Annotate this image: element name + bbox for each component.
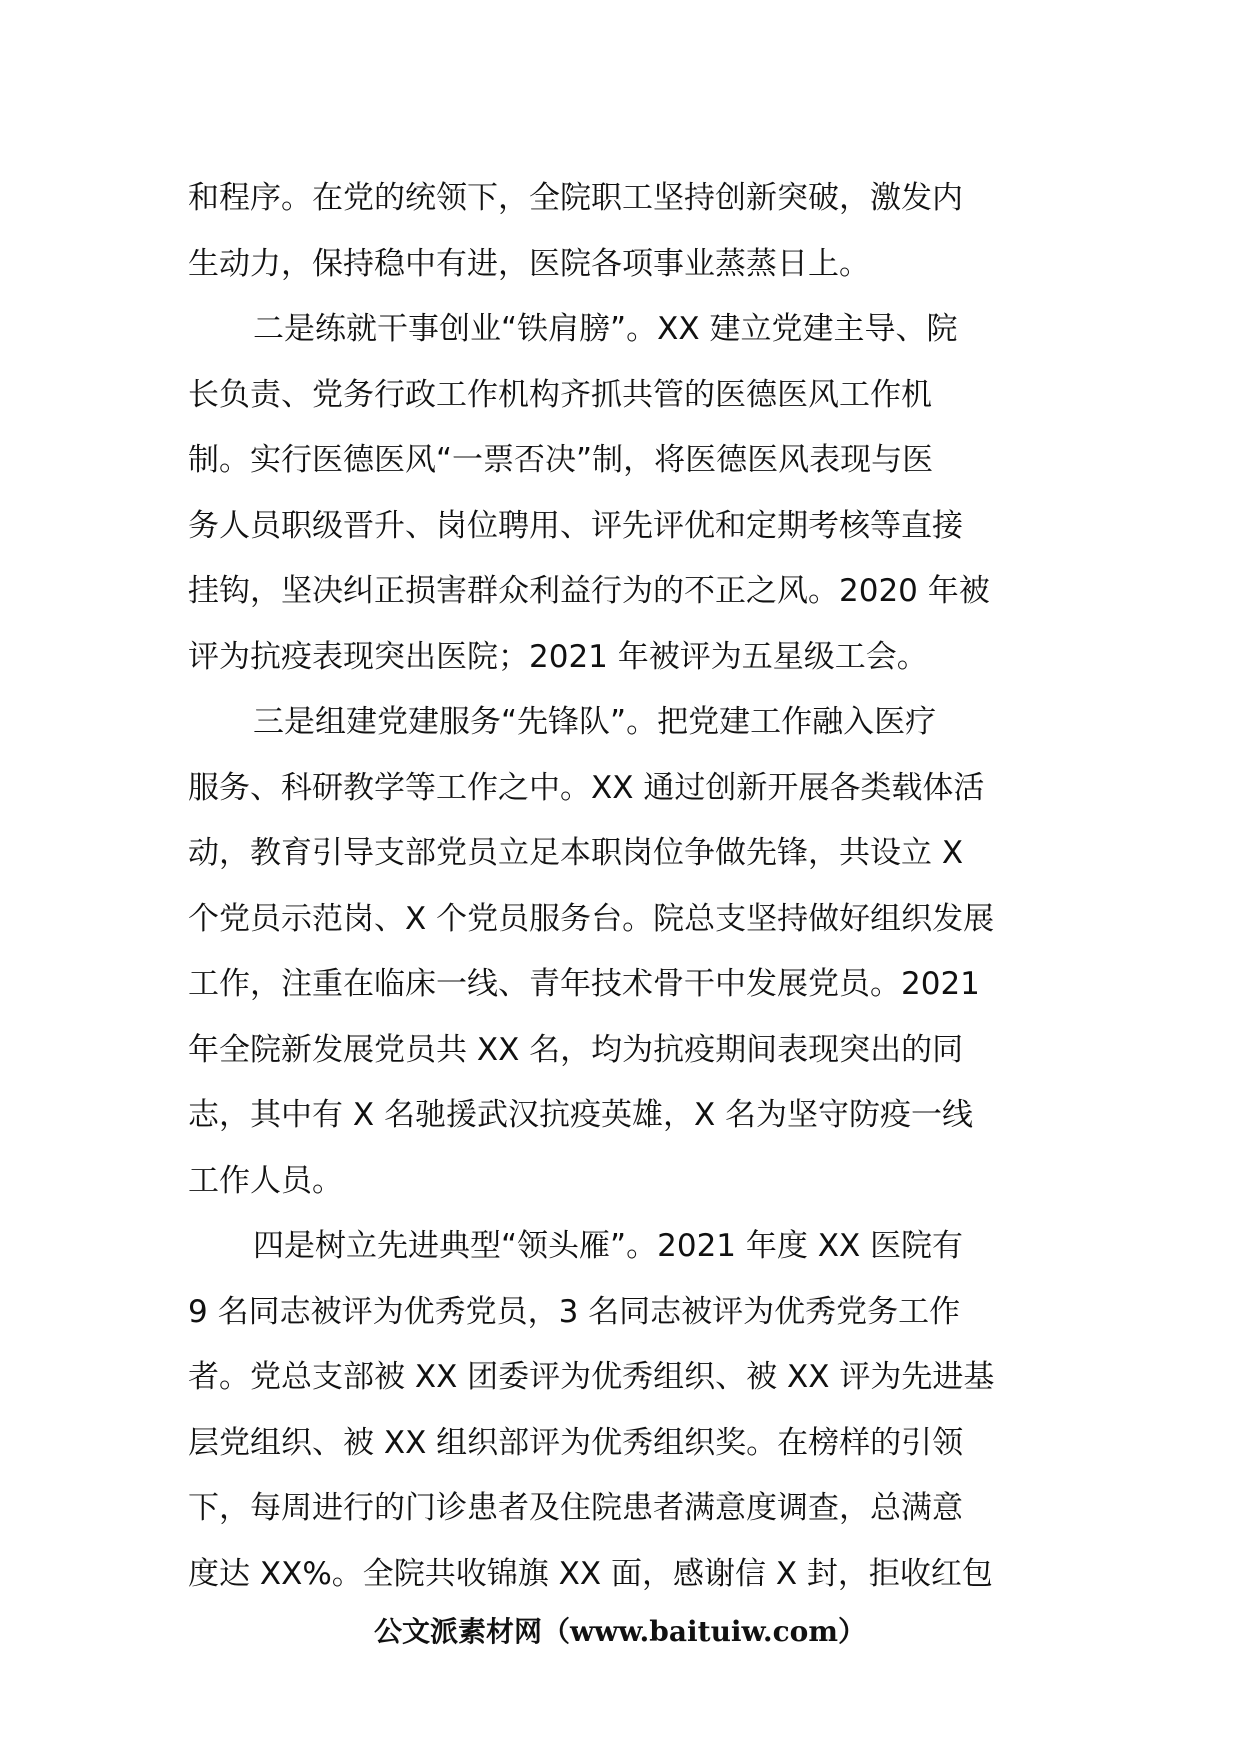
text-line: 者。党总支部被 XX 团委评为优秀组织、被 XX 评为先进基 xyxy=(188,1359,995,1395)
text-line: 挂钩，坚决纠正损害群众利益行为的不正之风。2020 年被 xyxy=(188,573,990,609)
text-line: 年全院新发展党员共 XX 名，均为抗疫期间表现突出的同 xyxy=(188,1031,964,1068)
text-line: 制。实行医德医风“一票否决”制，将医德医风表现与医 xyxy=(188,442,934,478)
text-line: 长负责、党务行政工作机构齐抓共管的医德医风工作机 xyxy=(188,376,932,413)
text-line: 下，每周进行的门诊患者及住院患者满意度调查，总满意 xyxy=(188,1490,963,1526)
text-line: 志，其中有 X 名驰援武汉抗疫英雄，X 名为坚守防疫一线 xyxy=(188,1097,974,1133)
paragraph-start-line: 三是组建党建服务“先锋队”。把党建工作融入医疗 xyxy=(253,704,937,740)
text-line: 服务、科研教学等工作之中。XX 通过创新开展各类载体活 xyxy=(188,769,985,806)
text-line: 评为抗疫表现突出医院；2021 年被评为五星级工会。 xyxy=(188,638,928,675)
text-line: 工作，注重在临床一线、青年技术骨干中发展党员。2021 xyxy=(188,966,980,1002)
text-line: 9 名同志被评为优秀党员，3 名同志被评为优秀党务工作 xyxy=(188,1293,961,1330)
text-line: 层党组织、被 XX 组织部评为优秀组织奖。在榜样的引领 xyxy=(188,1424,964,1461)
paragraph-start-line: 四是树立先进典型“领头雁”。2021 年度 XX 医院有 xyxy=(253,1228,964,1264)
text-line: 务人员职级晋升、岗位聘用、评先评优和定期考核等直接 xyxy=(188,507,963,544)
paragraph-start-line: 二是练就干事创业“铁肩膀”。XX 建立党建主导、院 xyxy=(253,311,958,347)
body-text xyxy=(188,166,1056,1607)
text-line: 和程序。在党的统领下，全院职工坚持创新突破，激发内 xyxy=(188,180,963,216)
text-line: 度达 XX%。全院共收锦旗 XX 面，感谢信 X 封，拒收红包 xyxy=(188,1555,993,1592)
footer-watermark: 公文派素材网（www.baituiw.com） xyxy=(374,1615,866,1648)
text-line: 生动力，保持稳中有进，医院各项事业蒸蒸日上。 xyxy=(188,245,870,282)
text-line: 个党员示范岗、X 个党员服务台。院总支坚持做好组织发展 xyxy=(188,900,995,937)
text-line: 动，教育引导支部党员立足本职岗位争做先锋，共设立 X xyxy=(188,835,964,871)
text-line: 工作人员。 xyxy=(188,1162,343,1199)
